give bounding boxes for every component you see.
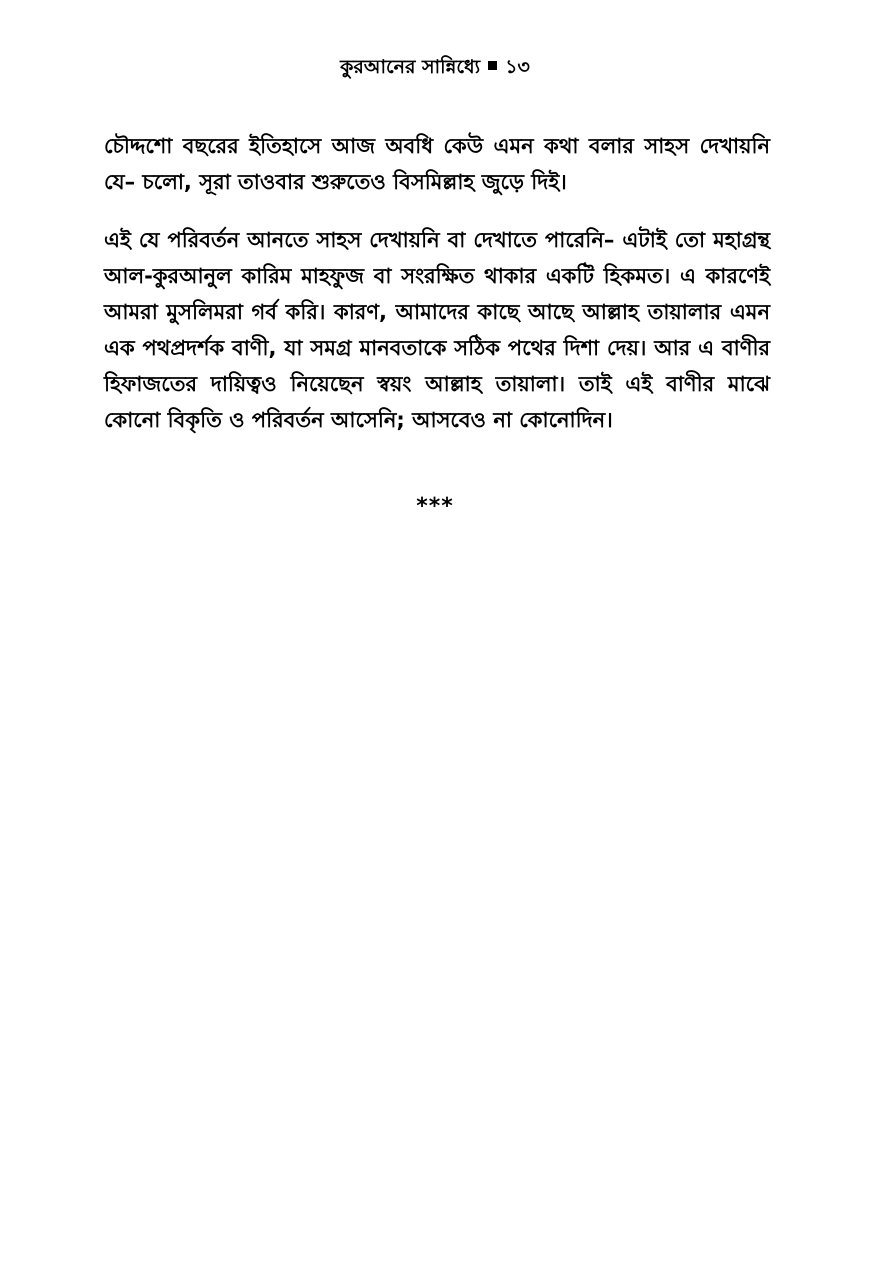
scene-break: *** bbox=[416, 494, 454, 519]
running-header bbox=[0, 52, 870, 82]
paragraph-1: চৌদ্দশো বছরের ইতিহাসে আজ অবধি কেউ এমন কথা বলার সাহস দেখায়নি যে– চলো, সূরা তাওবার শুরুতেও বিসমিল্লাহ জুড়ে দিই। bbox=[104, 134, 770, 194]
header-separator-icon bbox=[488, 61, 497, 70]
paragraph-2: এই যে পরিবর্তন আনতে সাহস দেখায়নি বা দেখাতে পারেনি– এটাই তো মহাগ্রন্থ আল-কুরআনুল কারিম মাহফুজ বা সংরক্ষিত থাকার একটি হিকমত। এ কারণেই আমরা মুসলিমরা গর্ব করি। কারণ, আমাদের কাছে আছে আল্লাহ তায়ালার এমন এক পথপ্রদর্শক বাণী, যা সমগ্র মানবতাকে সঠিক পথের দিশা দেয়। আর এ বাণীর হিফাজতের দায়িত্বও নিয়েছেন স্বয়ং আল্লাহ তায়ালা। তাই এই বাণীর মাঝে কোনো বিকৃতি ও পরিবর্তন আসেনি; আসবেও না কোনোদিন। bbox=[104, 228, 770, 432]
book-title: কুরআনের সান্নিধ্যে bbox=[340, 56, 481, 78]
page-number: ১৩ bbox=[505, 56, 530, 78]
